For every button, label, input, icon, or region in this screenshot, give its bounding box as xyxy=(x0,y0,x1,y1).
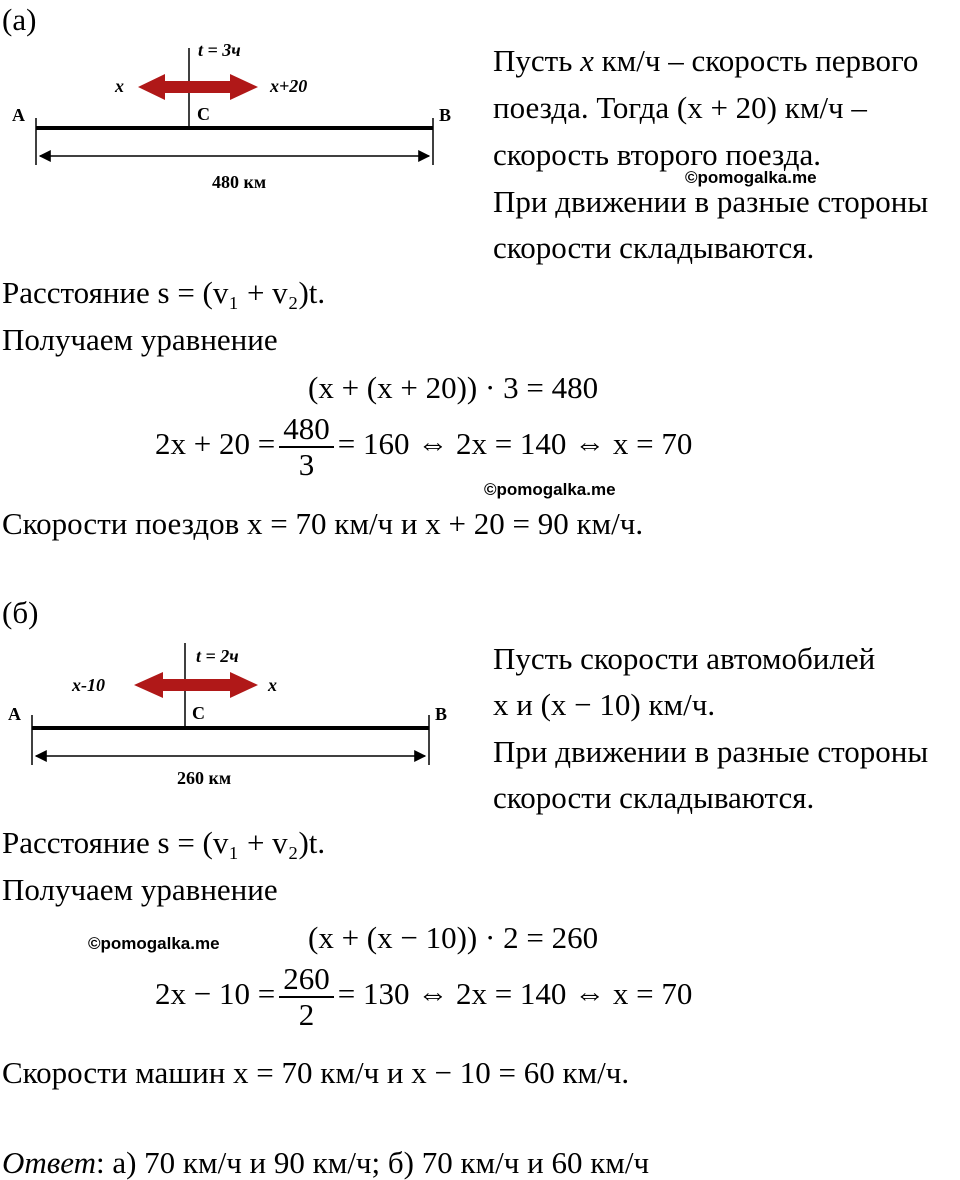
part-b-formula-line: Расстояние s = (v₁ + v₂)t. xyxy=(2,825,326,860)
part-b-side-line-1: Пусть скорости автомобилей xyxy=(493,641,876,676)
part-a-equation-2: 2x + 20 = $\frac{480}{3}$ = 160 ⇔ 2x = 140 ⇔ x = 70 xyxy=(155,411,693,483)
point-a-label: A xyxy=(12,105,25,125)
point-b-label: B xyxy=(439,105,452,125)
part-a-label: (а) xyxy=(2,2,37,37)
part-b-equation-2: 2x − 10 = $\frac{260}{2}$ = 130 ⇔ 2x = 140 ⇔ x = 70 xyxy=(155,961,693,1033)
watermark: ©pomogalka.me xyxy=(484,480,616,499)
answer-label: Ответ xyxy=(2,1145,96,1180)
distance-label: 260 км xyxy=(177,768,232,788)
left-speed-label: x-10 xyxy=(72,675,105,695)
part-a-side-line-2: поезда. Тогда (x + 20) км/ч – xyxy=(493,90,867,125)
part-a-side-line-3: скорость второго поезда. xyxy=(493,137,821,172)
right-speed-label: x xyxy=(268,675,277,695)
answer-line xyxy=(2,1147,649,1178)
left-arrow-icon xyxy=(134,672,185,698)
point-c-label: C xyxy=(197,104,210,124)
right-arrow-icon xyxy=(189,74,258,100)
fraction: $\frac{260}{2}$ xyxy=(279,962,334,1032)
point-b-label: B xyxy=(435,704,448,724)
part-b-result: Скорости машин x = 70 км/ч и x − 10 = 60 км/ч. xyxy=(2,1055,630,1090)
watermark: ©pomogalka.me xyxy=(685,168,817,187)
part-b-side-line-2: x и (x − 10) км/ч. xyxy=(493,687,716,722)
right-speed-label: x+20 xyxy=(270,76,308,96)
point-c-label: C xyxy=(192,703,205,723)
part-b-side-line-3: При движении в разные стороны xyxy=(493,734,929,769)
part-b-equation-intro: Получаем уравнение xyxy=(2,872,278,907)
part-b-label: (б) xyxy=(2,595,39,630)
left-arrow-icon xyxy=(138,74,189,100)
right-arrow-icon xyxy=(185,672,258,698)
left-speed-label: x xyxy=(115,76,124,96)
point-a-label: A xyxy=(8,704,21,724)
part-a-formula-line: Расстояние s = (v₁ + v₂)t. xyxy=(2,275,326,310)
part-b-side-line-4: скорости складываются. xyxy=(493,780,815,815)
distance-label: 480 км xyxy=(212,172,267,192)
part-a-side-line-1: Пусть x км/ч – скорость первого xyxy=(493,43,919,78)
part-a-equation-intro: Получаем уравнение xyxy=(2,322,278,357)
time-label: t = 2ч xyxy=(196,646,239,666)
part-a-side-line-5: скорости складываются. xyxy=(493,230,815,265)
part-a-result: Скорости поездов x = 70 км/ч и x + 20 = 90 км/ч. xyxy=(2,506,644,541)
part-a-side-line-4: При движении в разные стороны xyxy=(493,184,929,219)
part-a-equation-1: (x + (x + 20)) · 3 = 480 xyxy=(308,370,599,405)
fraction: $\frac{480}{3}$ xyxy=(279,412,334,482)
answer-text: : а) 70 км/ч и 90 км/ч; б) 70 км/ч и 60 км/ч xyxy=(95,1145,650,1180)
watermark: ©pomogalka.me xyxy=(88,934,220,953)
time-label: t = 3ч xyxy=(198,40,241,60)
part-a-diagram xyxy=(0,40,470,200)
part-b-diagram xyxy=(0,635,470,795)
part-b-equation-1: (x + (x − 10)) · 2 = 260 xyxy=(308,920,599,955)
